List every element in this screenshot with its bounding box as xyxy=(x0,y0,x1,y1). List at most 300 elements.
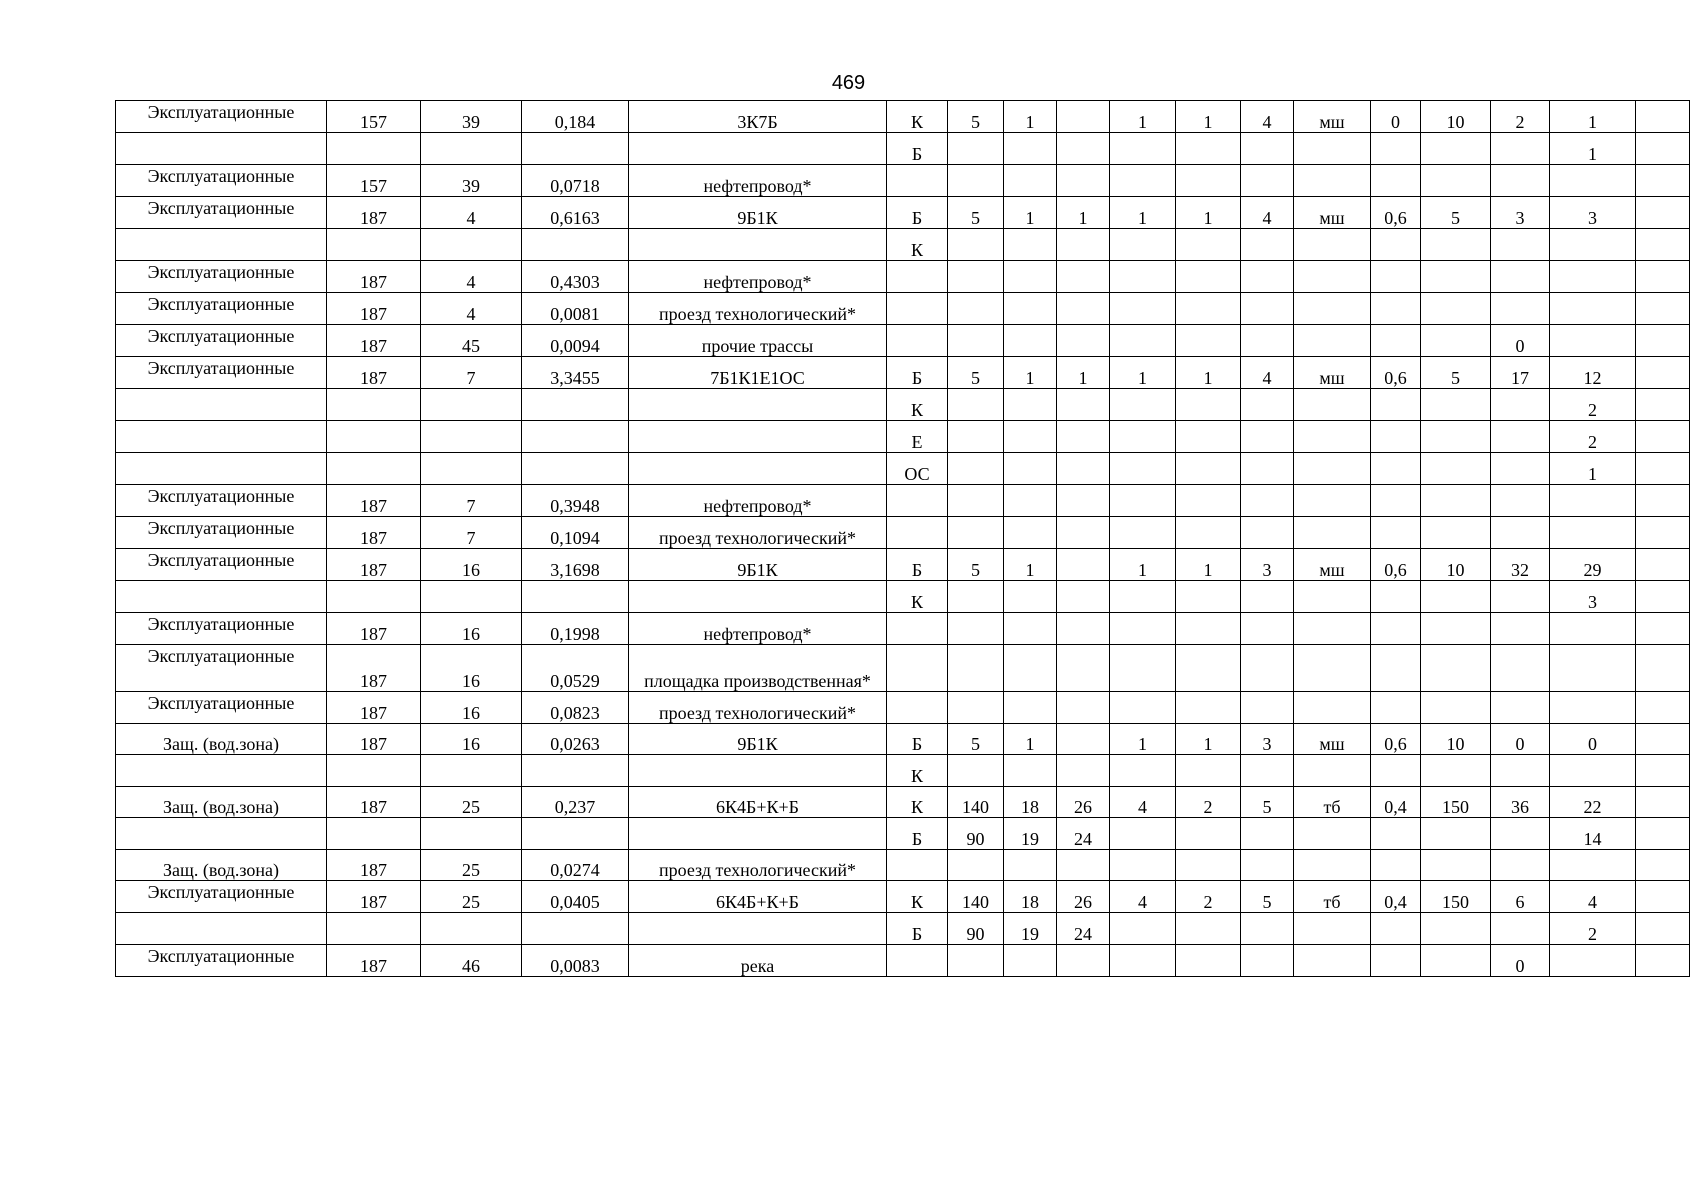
table-cell: 9Б1К xyxy=(629,549,887,581)
table-row xyxy=(116,357,1690,389)
table-cell xyxy=(629,389,887,421)
table-cell xyxy=(1636,101,1690,133)
table-cell: 1 xyxy=(1176,549,1241,581)
table-cell: 0,6163 xyxy=(522,197,629,229)
table-cell xyxy=(948,293,1004,325)
table-cell xyxy=(1371,261,1421,293)
table-cell xyxy=(1636,421,1690,453)
table-cell: 0,0823 xyxy=(522,692,629,724)
table-cell: 3 xyxy=(1241,549,1294,581)
table-cell xyxy=(1371,850,1421,881)
table-cell: Б xyxy=(887,818,948,850)
table-cell xyxy=(1550,485,1636,517)
table-cell: 1 xyxy=(1550,453,1636,485)
table-cell: 187 xyxy=(327,945,421,977)
table-cell: 3 xyxy=(1491,197,1550,229)
table-cell xyxy=(1636,581,1690,613)
table-cell xyxy=(1241,261,1294,293)
table-cell: 187 xyxy=(327,325,421,357)
table-cell xyxy=(1110,325,1176,357)
table-cell: Е xyxy=(887,421,948,453)
table-cell: мш xyxy=(1294,101,1371,133)
table-row xyxy=(116,755,1690,787)
table-cell: 19 xyxy=(1004,913,1057,945)
table-cell: 9Б1К xyxy=(629,724,887,755)
table-cell xyxy=(1371,613,1421,645)
table-cell xyxy=(421,453,522,485)
table-cell xyxy=(1004,261,1057,293)
table-cell xyxy=(1371,485,1421,517)
table-cell xyxy=(1421,133,1491,165)
table-cell: 187 xyxy=(327,293,421,325)
table-cell xyxy=(1004,133,1057,165)
table-cell: нефтепровод* xyxy=(629,613,887,645)
table-cell xyxy=(1057,389,1110,421)
table-cell: 1 xyxy=(1057,197,1110,229)
table-cell xyxy=(421,913,522,945)
table-cell xyxy=(1176,850,1241,881)
table-cell xyxy=(1636,261,1690,293)
table-cell xyxy=(1636,881,1690,913)
table-cell: 0,0081 xyxy=(522,293,629,325)
table-cell xyxy=(421,133,522,165)
table-cell xyxy=(1004,421,1057,453)
table-cell xyxy=(948,261,1004,293)
table-cell xyxy=(629,229,887,261)
table-cell: 2 xyxy=(1176,881,1241,913)
table-cell xyxy=(1004,581,1057,613)
table-cell: 1 xyxy=(1176,101,1241,133)
table-cell xyxy=(1004,229,1057,261)
table-cell xyxy=(629,755,887,787)
table-cell: 10 xyxy=(1421,549,1491,581)
table-cell xyxy=(1241,945,1294,977)
table-cell xyxy=(1057,485,1110,517)
table-cell xyxy=(1294,517,1371,549)
table-cell xyxy=(1550,325,1636,357)
table-cell: 0,3948 xyxy=(522,485,629,517)
table-cell xyxy=(1241,293,1294,325)
table-cell xyxy=(1371,517,1421,549)
table-cell xyxy=(1421,389,1491,421)
table-cell xyxy=(1371,755,1421,787)
table-cell xyxy=(1550,755,1636,787)
table-cell xyxy=(1110,453,1176,485)
table-cell xyxy=(116,421,327,453)
table-cell xyxy=(1294,389,1371,421)
table-cell: 7 xyxy=(421,357,522,389)
table-cell: 4 xyxy=(1241,101,1294,133)
table-cell: 187 xyxy=(327,881,421,913)
table-cell: 14 xyxy=(1550,818,1636,850)
table-cell: 45 xyxy=(421,325,522,357)
table-cell xyxy=(116,581,327,613)
table-cell: 4 xyxy=(421,261,522,293)
table-cell: 0,0263 xyxy=(522,724,629,755)
table-cell: 5 xyxy=(1241,787,1294,818)
table-cell: Эксплуатационные xyxy=(116,881,327,913)
table-cell xyxy=(1636,549,1690,581)
table-cell: 0,0405 xyxy=(522,881,629,913)
table-cell: 187 xyxy=(327,850,421,881)
table-cell: К xyxy=(887,787,948,818)
table-cell xyxy=(1004,517,1057,549)
table-cell: Защ. (вод.зона) xyxy=(116,787,327,818)
table-cell: 0,0529 xyxy=(522,645,629,692)
table-cell: 0,4 xyxy=(1371,881,1421,913)
table-cell xyxy=(1491,485,1550,517)
table-cell xyxy=(1636,357,1690,389)
table-cell: 140 xyxy=(948,881,1004,913)
table-cell xyxy=(1550,613,1636,645)
table-cell xyxy=(1176,818,1241,850)
table-cell xyxy=(116,229,327,261)
table-cell: 4 xyxy=(1241,357,1294,389)
table-cell: 2 xyxy=(1176,787,1241,818)
table-cell: 5 xyxy=(948,549,1004,581)
table-cell: проезд технологический* xyxy=(629,517,887,549)
table-cell xyxy=(1294,229,1371,261)
table-cell xyxy=(1421,755,1491,787)
table-cell: Б xyxy=(887,913,948,945)
table-cell xyxy=(116,389,327,421)
table-cell xyxy=(116,133,327,165)
table-cell: 0,1998 xyxy=(522,613,629,645)
table-cell xyxy=(1421,945,1491,977)
table-cell: 4 xyxy=(421,293,522,325)
table-cell: Б xyxy=(887,357,948,389)
table-row xyxy=(116,261,1690,293)
table-cell xyxy=(1491,261,1550,293)
table-cell: проезд технологический* xyxy=(629,293,887,325)
table-cell xyxy=(421,581,522,613)
table-cell: Эксплуатационные xyxy=(116,325,327,357)
table-cell xyxy=(327,389,421,421)
table-cell: 16 xyxy=(421,645,522,692)
table-cell: Эксплуатационные xyxy=(116,165,327,197)
table-cell: 157 xyxy=(327,165,421,197)
table-cell xyxy=(1294,755,1371,787)
table-cell xyxy=(1110,389,1176,421)
table-row xyxy=(116,229,1690,261)
table-cell: 3 xyxy=(1550,581,1636,613)
table-cell xyxy=(1241,692,1294,724)
table-cell: 6К4Б+К+Б xyxy=(629,787,887,818)
table-cell xyxy=(948,421,1004,453)
table-cell xyxy=(1057,421,1110,453)
table-cell: 140 xyxy=(948,787,1004,818)
table-cell: река xyxy=(629,945,887,977)
table-row xyxy=(116,421,1690,453)
table-cell xyxy=(948,645,1004,692)
table-cell: площадка производственная* xyxy=(629,645,887,692)
table-row xyxy=(116,101,1690,133)
table-cell: Б xyxy=(887,197,948,229)
table-cell xyxy=(887,165,948,197)
table-row xyxy=(116,453,1690,485)
table-cell xyxy=(1004,613,1057,645)
table-cell xyxy=(1636,945,1690,977)
table-cell: 16 xyxy=(421,613,522,645)
table-cell xyxy=(1176,325,1241,357)
table-cell: 187 xyxy=(327,787,421,818)
table-cell xyxy=(1294,325,1371,357)
table-cell: нефтепровод* xyxy=(629,261,887,293)
table-cell: 5 xyxy=(1241,881,1294,913)
table-cell xyxy=(1057,850,1110,881)
table-cell xyxy=(1491,453,1550,485)
table-cell: Эксплуатационные xyxy=(116,517,327,549)
table-cell xyxy=(1241,229,1294,261)
table-row xyxy=(116,581,1690,613)
table-cell: Эксплуатационные xyxy=(116,692,327,724)
table-cell: 18 xyxy=(1004,787,1057,818)
table-cell xyxy=(327,133,421,165)
table-cell: 187 xyxy=(327,724,421,755)
table-cell: 0,184 xyxy=(522,101,629,133)
table-cell xyxy=(1294,293,1371,325)
table-cell xyxy=(1176,581,1241,613)
table-cell xyxy=(1241,913,1294,945)
table-cell: 10 xyxy=(1421,101,1491,133)
table-cell xyxy=(1057,229,1110,261)
table-cell xyxy=(1371,913,1421,945)
table-cell xyxy=(1176,421,1241,453)
table-cell xyxy=(948,485,1004,517)
table-cell xyxy=(1491,692,1550,724)
table-cell xyxy=(1294,818,1371,850)
table-cell: 187 xyxy=(327,261,421,293)
table-cell xyxy=(1294,485,1371,517)
table-cell xyxy=(1421,613,1491,645)
table-cell: 9Б1К xyxy=(629,197,887,229)
table-cell xyxy=(522,755,629,787)
table-cell xyxy=(887,850,948,881)
table-cell: 187 xyxy=(327,517,421,549)
table-cell xyxy=(1550,293,1636,325)
table-cell: 32 xyxy=(1491,549,1550,581)
table-cell xyxy=(1636,724,1690,755)
table-cell: 187 xyxy=(327,357,421,389)
table-cell: Эксплуатационные xyxy=(116,645,327,692)
table-cell: 25 xyxy=(421,850,522,881)
table-cell: 1 xyxy=(1004,549,1057,581)
table-cell: 187 xyxy=(327,645,421,692)
table-cell xyxy=(1421,692,1491,724)
table-cell xyxy=(948,229,1004,261)
table-cell xyxy=(1176,945,1241,977)
table-cell: 0,0083 xyxy=(522,945,629,977)
table-cell xyxy=(1491,913,1550,945)
table-cell xyxy=(948,755,1004,787)
table-cell: 2 xyxy=(1550,389,1636,421)
table-cell xyxy=(1491,850,1550,881)
table-cell: 1 xyxy=(1110,357,1176,389)
table-cell xyxy=(1636,645,1690,692)
table-cell: Эксплуатационные xyxy=(116,101,327,133)
table-cell xyxy=(1491,581,1550,613)
table-cell: Эксплуатационные xyxy=(116,945,327,977)
table-cell: Эксплуатационные xyxy=(116,293,327,325)
table-cell xyxy=(948,581,1004,613)
table-cell: 0,6 xyxy=(1371,549,1421,581)
table-cell xyxy=(1057,581,1110,613)
table-cell xyxy=(1110,818,1176,850)
table-cell xyxy=(1176,293,1241,325)
table-cell: 26 xyxy=(1057,881,1110,913)
table-cell xyxy=(1110,692,1176,724)
table-cell xyxy=(1241,421,1294,453)
table-cell xyxy=(522,818,629,850)
table-cell: 3,1698 xyxy=(522,549,629,581)
table-cell xyxy=(1176,613,1241,645)
table-cell xyxy=(1636,613,1690,645)
table-cell: 5 xyxy=(948,197,1004,229)
table-cell: К xyxy=(887,229,948,261)
table-cell xyxy=(1636,325,1690,357)
table-cell xyxy=(1421,453,1491,485)
page-number: 469 xyxy=(831,72,866,94)
table-cell: 0,6 xyxy=(1371,724,1421,755)
table-cell xyxy=(1241,485,1294,517)
table-row xyxy=(116,389,1690,421)
table-cell: 157 xyxy=(327,101,421,133)
table-cell xyxy=(1004,755,1057,787)
table-cell: мш xyxy=(1294,724,1371,755)
table-cell xyxy=(1110,945,1176,977)
table-cell xyxy=(1176,229,1241,261)
table-cell xyxy=(1110,517,1176,549)
table-cell xyxy=(1241,165,1294,197)
table-cell: 1 xyxy=(1176,724,1241,755)
table-cell xyxy=(1241,325,1294,357)
table-cell xyxy=(1004,293,1057,325)
table-cell: 0,4303 xyxy=(522,261,629,293)
table-cell xyxy=(327,453,421,485)
table-cell: Эксплуатационные xyxy=(116,357,327,389)
table-cell: 0 xyxy=(1491,724,1550,755)
table-row xyxy=(116,325,1690,357)
table-cell: 2 xyxy=(1550,421,1636,453)
table-cell xyxy=(421,229,522,261)
table-cell xyxy=(1371,133,1421,165)
table-cell xyxy=(629,818,887,850)
table-cell xyxy=(116,913,327,945)
table-cell: 90 xyxy=(948,818,1004,850)
table-cell: 5 xyxy=(948,724,1004,755)
table-cell xyxy=(1636,293,1690,325)
table-cell xyxy=(1371,945,1421,977)
table-cell xyxy=(1110,755,1176,787)
table-cell xyxy=(1057,133,1110,165)
table-cell xyxy=(1110,581,1176,613)
table-cell xyxy=(1004,485,1057,517)
table-cell xyxy=(1004,325,1057,357)
table-cell xyxy=(1004,165,1057,197)
table-cell xyxy=(629,133,887,165)
table-cell xyxy=(1241,517,1294,549)
table-cell xyxy=(1421,818,1491,850)
table-cell xyxy=(1294,850,1371,881)
table-cell: 16 xyxy=(421,692,522,724)
table-cell: 0,0718 xyxy=(522,165,629,197)
table-cell: 39 xyxy=(421,165,522,197)
table-cell xyxy=(1241,581,1294,613)
table-cell xyxy=(948,945,1004,977)
table-cell xyxy=(522,421,629,453)
table-cell: 17 xyxy=(1491,357,1550,389)
table-cell xyxy=(1241,613,1294,645)
table-cell xyxy=(887,613,948,645)
table-cell xyxy=(1176,389,1241,421)
table-cell: 1 xyxy=(1004,197,1057,229)
table-cell xyxy=(1421,913,1491,945)
table-row xyxy=(116,850,1690,881)
table-cell: 4 xyxy=(1110,881,1176,913)
table-cell: прочие трассы xyxy=(629,325,887,357)
table-cell xyxy=(1057,101,1110,133)
table-cell: Эксплуатационные xyxy=(116,261,327,293)
table-cell: 26 xyxy=(1057,787,1110,818)
table-cell: Защ. (вод.зона) xyxy=(116,724,327,755)
table-row xyxy=(116,787,1690,818)
table-cell: 4 xyxy=(1241,197,1294,229)
table-cell xyxy=(116,755,327,787)
table-cell xyxy=(1550,945,1636,977)
table-cell xyxy=(629,913,887,945)
table-row xyxy=(116,913,1690,945)
table-cell xyxy=(948,850,1004,881)
table-cell xyxy=(1491,421,1550,453)
table-cell xyxy=(948,133,1004,165)
table-cell: К xyxy=(887,881,948,913)
table-cell: 1 xyxy=(1550,101,1636,133)
table-cell: 187 xyxy=(327,692,421,724)
table-row xyxy=(116,945,1690,977)
table-cell xyxy=(948,692,1004,724)
table-cell: 1 xyxy=(1176,357,1241,389)
table-cell xyxy=(1636,692,1690,724)
table-cell xyxy=(1241,645,1294,692)
table-cell xyxy=(1371,581,1421,613)
table-cell xyxy=(887,945,948,977)
table-cell xyxy=(629,581,887,613)
table-row xyxy=(116,517,1690,549)
table-cell: проезд технологический* xyxy=(629,692,887,724)
table-cell: 1 xyxy=(1004,357,1057,389)
table-cell: проезд технологический* xyxy=(629,850,887,881)
table-cell xyxy=(1636,755,1690,787)
table-row xyxy=(116,549,1690,581)
table-cell xyxy=(1636,517,1690,549)
table-cell: 5 xyxy=(1421,357,1491,389)
table-cell xyxy=(1294,692,1371,724)
table-cell: 4 xyxy=(1550,881,1636,913)
table-cell xyxy=(1057,724,1110,755)
table-cell: 4 xyxy=(421,197,522,229)
table-cell xyxy=(1110,261,1176,293)
table-cell xyxy=(1421,517,1491,549)
table-cell xyxy=(421,421,522,453)
table-cell: 4 xyxy=(1110,787,1176,818)
table-cell: 150 xyxy=(1421,881,1491,913)
table-cell xyxy=(1294,613,1371,645)
table-cell: 12 xyxy=(1550,357,1636,389)
forest-inventory-table xyxy=(115,100,1690,977)
table-cell: 22 xyxy=(1550,787,1636,818)
table-cell xyxy=(887,692,948,724)
table-cell: 16 xyxy=(421,549,522,581)
